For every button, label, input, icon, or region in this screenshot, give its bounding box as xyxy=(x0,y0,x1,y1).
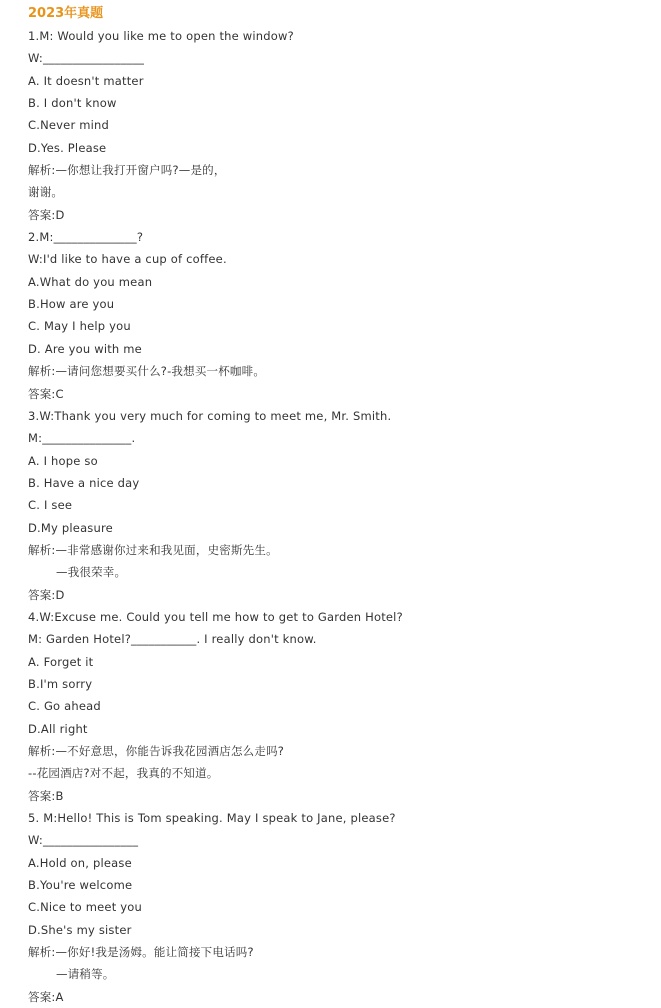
text-line: A. I hope so xyxy=(28,453,98,468)
text-line: —请稍等。 xyxy=(56,967,115,982)
text-line: 4.W:Excuse me. Could you tell me how to get to Garden Hotel? xyxy=(28,609,403,624)
text-line: 1.M: Would you like me to open the window? xyxy=(28,29,294,43)
text-line: D.All right xyxy=(28,721,88,736)
text-line: 答案:D xyxy=(28,207,65,222)
text-line: C. I see xyxy=(28,498,73,513)
text-line: 2.M:______________? xyxy=(28,230,144,245)
text-line: 谢谢。 xyxy=(28,185,64,200)
text-line: B.You're welcome xyxy=(28,878,133,893)
text-line: A. Forget it xyxy=(28,654,94,669)
text-line: M: Garden Hotel?___________. I really don't know. xyxy=(28,632,317,647)
text-line: C. May I help you xyxy=(28,319,131,334)
text-line: 3.W:Thank you very much for coming to meet me, Mr. Smith. xyxy=(28,408,392,423)
text-line: B. Have a nice day xyxy=(28,475,140,490)
page-title: 2023年真题 xyxy=(28,6,104,21)
text-line: A.Hold on, please xyxy=(28,855,132,870)
text-line: —我很荣幸。 xyxy=(56,565,127,580)
text-line: --花园酒店?对不起，我真的不知道。 xyxy=(28,766,219,781)
text-line: C.Nice to meet you xyxy=(28,900,142,915)
text-line: D.Yes. Please xyxy=(28,140,107,155)
text-line: W:_________________ xyxy=(28,51,145,66)
text-line: D.My pleasure xyxy=(28,520,113,535)
text-line: B.How are you xyxy=(28,297,115,312)
text-line: A.What do you mean xyxy=(28,274,153,289)
text-line: D.She's my sister xyxy=(28,922,132,937)
text-line: 答案:C xyxy=(28,386,64,401)
text-line: C. Go ahead xyxy=(28,699,101,714)
text-line: A. It doesn't matter xyxy=(28,73,144,88)
document-body xyxy=(28,3,648,1008)
text-line: 解析:—你想让我打开窗户吗?—是的， xyxy=(28,163,226,178)
text-line: W:I'd like to have a cup of coffee. xyxy=(28,252,227,267)
text-line: C.Never mind xyxy=(28,118,110,133)
text-line: 解析:—请问您想要买什么?-我想买一杯咖啡。 xyxy=(28,364,266,379)
text-line: 5. M:Hello! This is Tom speaking. May I speak to Jane, please? xyxy=(28,811,396,826)
text-lines xyxy=(28,25,648,1008)
text-line: 解析:—不好意思，你能告诉我花园酒店怎么走吗? xyxy=(28,744,285,758)
text-line: D. Are you with me xyxy=(28,341,142,356)
text-line: M:_______________. xyxy=(28,431,136,446)
text-line: 答案:A xyxy=(28,989,64,1004)
text-line: 答案:D xyxy=(28,587,65,602)
text-line: B.I'm sorry xyxy=(28,676,93,691)
text-line: 解析:—你好!我是汤姆。能让简接下电话吗? xyxy=(28,945,254,960)
text-line: 答案:B xyxy=(28,788,64,803)
text-line: B. I don't know xyxy=(28,96,117,111)
text-line: W:________________ xyxy=(28,833,139,848)
text-line: 解析:—非常感谢你过来和我见面，史密斯先生。 xyxy=(28,542,278,557)
